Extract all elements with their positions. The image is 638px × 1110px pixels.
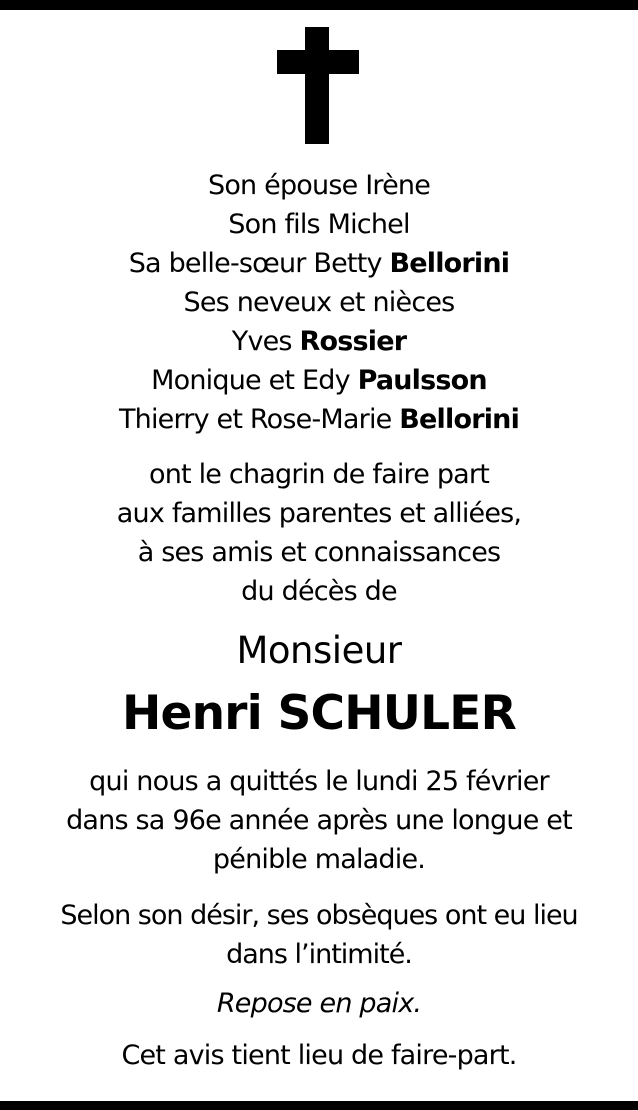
bottom-border-rule bbox=[0, 1101, 638, 1110]
family-line: Monique et Edy Paulsson bbox=[151, 365, 487, 396]
deceased-title: Monsieur bbox=[236, 629, 402, 672]
funeral-wish-paragraph bbox=[0, 896, 638, 974]
family-line: Thierry et Rose-Marie Bellorini bbox=[118, 404, 520, 435]
announcement-line: à ses amis et connaissances bbox=[137, 537, 501, 568]
announcement-paragraph bbox=[0, 455, 638, 611]
family-line: Ses neveux et nièces bbox=[183, 287, 455, 318]
death-notice-line: dans sa 96e année après une longue et bbox=[66, 805, 572, 836]
family-list bbox=[0, 166, 638, 439]
wish-line: dans l’intimité. bbox=[226, 939, 412, 970]
deceased-name: Henri SCHULER bbox=[121, 686, 516, 741]
announcement-line: aux familles parentes et alliées, bbox=[116, 498, 522, 529]
family-line: Sa belle-sœur Betty Bellorini bbox=[128, 248, 510, 279]
family-line: Son fils Michel bbox=[228, 209, 410, 240]
announcement-line: ont le chagrin de faire part bbox=[149, 459, 489, 490]
death-notice-line: pénible maladie. bbox=[212, 844, 426, 875]
death-notice-line: qui nous a quittés le lundi 25 février bbox=[89, 766, 549, 797]
announcement-line: du décès de bbox=[241, 576, 397, 607]
family-line: Son épouse Irène bbox=[208, 170, 430, 201]
closing-notice: Cet avis tient lieu de faire-part. bbox=[121, 1040, 517, 1071]
death-notice-paragraph bbox=[0, 762, 638, 879]
family-line: Yves Rossier bbox=[231, 326, 407, 357]
wish-line: Selon son désir, ses obsèques ont eu lieu bbox=[60, 900, 578, 931]
cross-icon bbox=[0, 0, 638, 150]
rest-in-peace: Repose en paix. bbox=[216, 988, 422, 1019]
